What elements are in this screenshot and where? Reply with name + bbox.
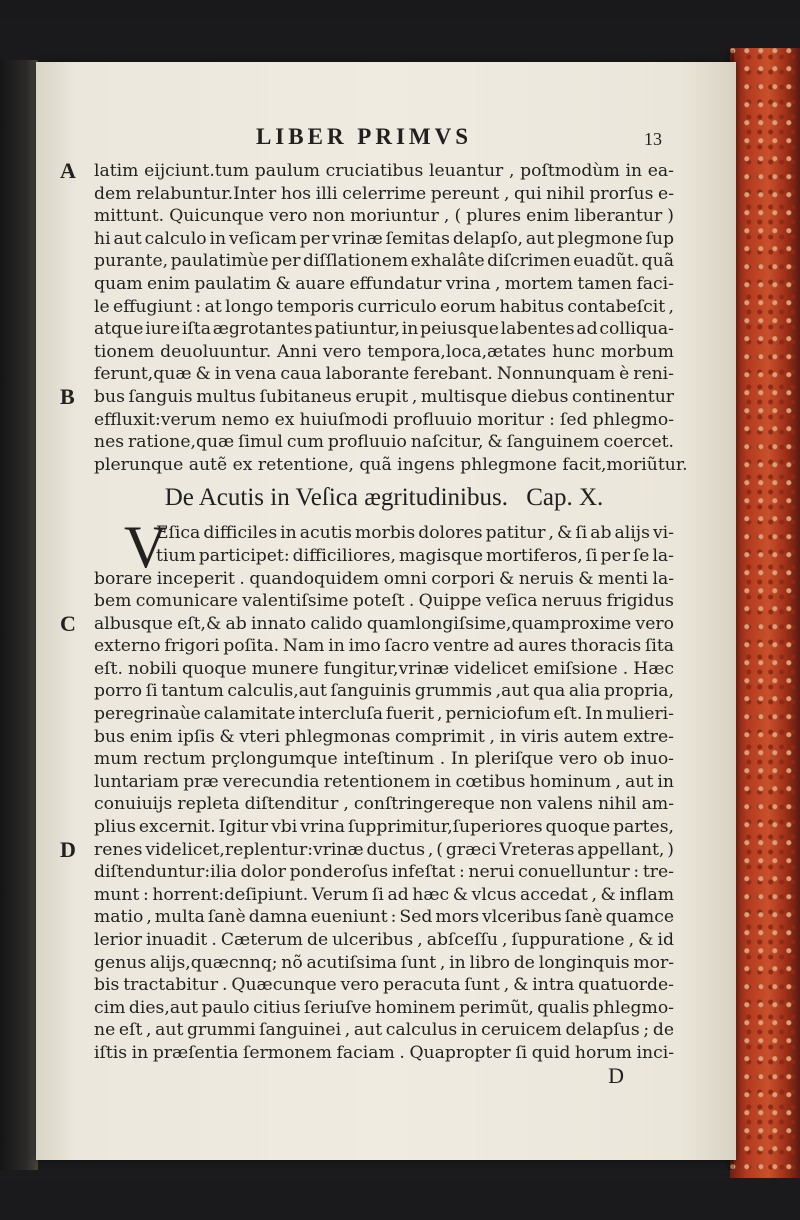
text-line [94, 273, 674, 296]
line-text: externo frigori poſita. Nam in imo ſacro ventre ad aures thoracis ſita [94, 636, 674, 657]
paragraph-before-chapter [60, 158, 688, 476]
line-text: plerunque autẽ ex retentione, quã ingens phlegmone facit,moriũtur. [94, 454, 688, 475]
text-line [94, 726, 674, 749]
line-text: tium participet: difficiliores, magisque mortiferos, ſi per ſe la- [156, 545, 674, 566]
text-line [94, 635, 674, 658]
line-text: ferunt,quæ & in vena caua laborante ferebant. Nonnunquam è reni- [94, 364, 674, 385]
book-page [36, 62, 736, 1160]
text-line [94, 771, 674, 794]
line-text: dem relabuntur.Inter hos illi celerrime pereunt , qui nihil prorſus e- [94, 183, 674, 204]
margin-section-letter: D [60, 836, 76, 862]
line-text: luntariam præ verecundia retentionem in cœtibus hominum , aut in [94, 771, 674, 792]
text-line [94, 454, 688, 477]
line-text: cim dies,aut paulo citius ſeriuſve hominem perimũt, qualis phlegmo- [94, 997, 674, 1018]
text-line [94, 341, 674, 364]
line-text: atque iure iſta ægrotantes patiuntur, in peiusque labentes ad colliqua- [94, 319, 674, 340]
line-text: bis tractabitur . Quæcunque vero peracuta ſunt , & intra quatuorde- [94, 975, 674, 996]
catchword-row [94, 1062, 674, 1089]
text-line [94, 680, 674, 703]
line-text: quam enim paulatim & auare effundatur vrina , mortem tamen faci- [94, 273, 674, 294]
line-text: conuiuijs repleta diſtenditur , conſtringereque non valens nihil am- [94, 794, 674, 815]
text-line [94, 1019, 674, 1042]
line-text: peregrinaùe calamitate intercluſa fuerit , perniciofum eſt. In mulieri- [94, 704, 674, 725]
line-text: iſtis in præſentia ſermonem faciam . Quapropter ſi quid horum inci- [94, 1042, 674, 1063]
line-text: latim eijciunt.tum paulum cruciatibus leuantur , poſtmodùm in ea- [94, 161, 674, 181]
line-text: renes videlicet,replentur:vrinæ ductus , ( græci Vreteras appellant, ) [94, 839, 674, 860]
margin-section-letter: B [60, 383, 75, 409]
text-line [94, 431, 674, 454]
line-text: hi aut calculo in veſicam per vrinæ ſemitas delapſo, aut plegmone ſup [94, 228, 674, 249]
text-line [94, 183, 674, 206]
text-line [94, 974, 674, 997]
drop-initial: V [124, 514, 168, 581]
text-line [94, 997, 674, 1020]
page-text [60, 124, 688, 1089]
text-line [94, 748, 674, 771]
text-line [60, 383, 674, 409]
line-text: plius excernit. Igitur vbi vrina ſupprimitur,ſuperiores quoque partes, [94, 817, 674, 838]
line-text: ne eſt , aut grummi ſanguinei , aut calculus in ceruicem delapſus ; de [94, 1020, 674, 1041]
text-line [94, 816, 674, 839]
text-line [94, 952, 674, 975]
line-text: borare inceperit . quandoquidem omni corpori & neruis & menti la- [94, 568, 674, 589]
text-line [94, 929, 674, 952]
text-line [94, 363, 674, 386]
line-text: mittunt. Quicunque vero non moriuntur , ( plures enim liberantur ) [94, 206, 674, 227]
chapter-paragraph [60, 514, 674, 1064]
running-head: LIBER PRIMVS [255, 124, 473, 149]
chapter-heading [94, 478, 674, 518]
line-text: bus enim ipſis & vteri phlegmonas comprimit , in viris autem extre- [94, 726, 674, 747]
line-text: porro ſi tantum calculis,aut ſanguinis grummis ,aut qua alia propria, [94, 681, 674, 702]
text-line [94, 793, 674, 816]
line-text: lerior inuadit . Cæterum de ulceribus , abſceſſu , ſuppuratione , & id [94, 930, 674, 950]
text-line [94, 228, 674, 251]
line-text: bem comunicare valentiſsime poteſt . Quippe veſica neruus frigidus [94, 591, 674, 612]
chapter-label: Cap. X. [526, 484, 604, 512]
line-text: mum rectum prçlongumque inteſtinum . In pleriſque vero ob inuo- [94, 749, 674, 770]
text-line [94, 884, 674, 907]
text-line [94, 545, 674, 568]
line-text: bus ſanguis multus ſubitaneus erupit , multisque diebus continentur [94, 386, 674, 407]
text-line [94, 409, 674, 432]
line-text: diſtenduntur:ilia dolor ponderoſus infeſtat : nerui conuelluntur : tre- [94, 862, 674, 883]
margin-section-letter: A [60, 158, 76, 183]
line-text: munt : horrent:deſipiunt. Verum ſi ad hæc & vlcus accedat , & inflam [94, 884, 674, 905]
line-text: matio , multa ſanè damna eueniunt : Sed mors vlceribus ſanè quamce [94, 907, 674, 928]
text-line [94, 590, 674, 613]
line-text: le effugiunt : at longo temporis curriculo eorum habitus contabeſcit , [94, 296, 674, 317]
line-text: tionem deuoluuntur. Anni vero tempora,loca,ætates hunc morbum [94, 341, 674, 362]
text-line [60, 158, 674, 183]
text-line [94, 296, 674, 319]
text-line [94, 522, 674, 545]
line-text: genus alijs,quæcnnq; nõ acutiſsima ſunt , in libro de longinquis mor- [94, 952, 674, 973]
catchword: D [608, 1062, 624, 1088]
text-line [94, 205, 674, 228]
page-fore-edge [730, 48, 800, 1178]
text-line [94, 568, 674, 591]
text-line [94, 658, 674, 681]
text-line [94, 250, 674, 273]
line-text: Eſica difficiles in acutis morbis dolores patitur , & ſi ab alijs vi- [156, 523, 674, 544]
line-text: albusque eſt,& ab innato calido quamlongiſsime,quamproxime vero [94, 613, 674, 634]
chapter-title: De Acutis in Veſica ægritudinibus. [164, 484, 508, 512]
page-number: 13 [644, 129, 662, 149]
text-line [94, 861, 674, 884]
margin-section-letter: C [60, 610, 76, 636]
line-text: nes ratione,quæ ſimul cum profluuio naſcitur, & ſanguinem coercet. [94, 432, 674, 453]
line-text: purante, paulatimùe per diſſlationem exhalâte diſcrimen euadũt. quã [94, 251, 674, 272]
text-line [60, 836, 674, 862]
book-binding [0, 60, 38, 1170]
text-line [94, 318, 674, 341]
text-line [94, 906, 674, 929]
line-text: eſt. nobili quoque munere fungitur,vrinæ videlicet emiſsione . Hæc [94, 658, 674, 679]
line-text: effluxit:verum nemo ex huiuſmodi profluuio moritur : ſed phlegmo- [94, 409, 674, 430]
text-line [94, 1042, 674, 1065]
page-header [94, 124, 674, 160]
text-line [60, 610, 674, 636]
text-line [94, 703, 674, 726]
